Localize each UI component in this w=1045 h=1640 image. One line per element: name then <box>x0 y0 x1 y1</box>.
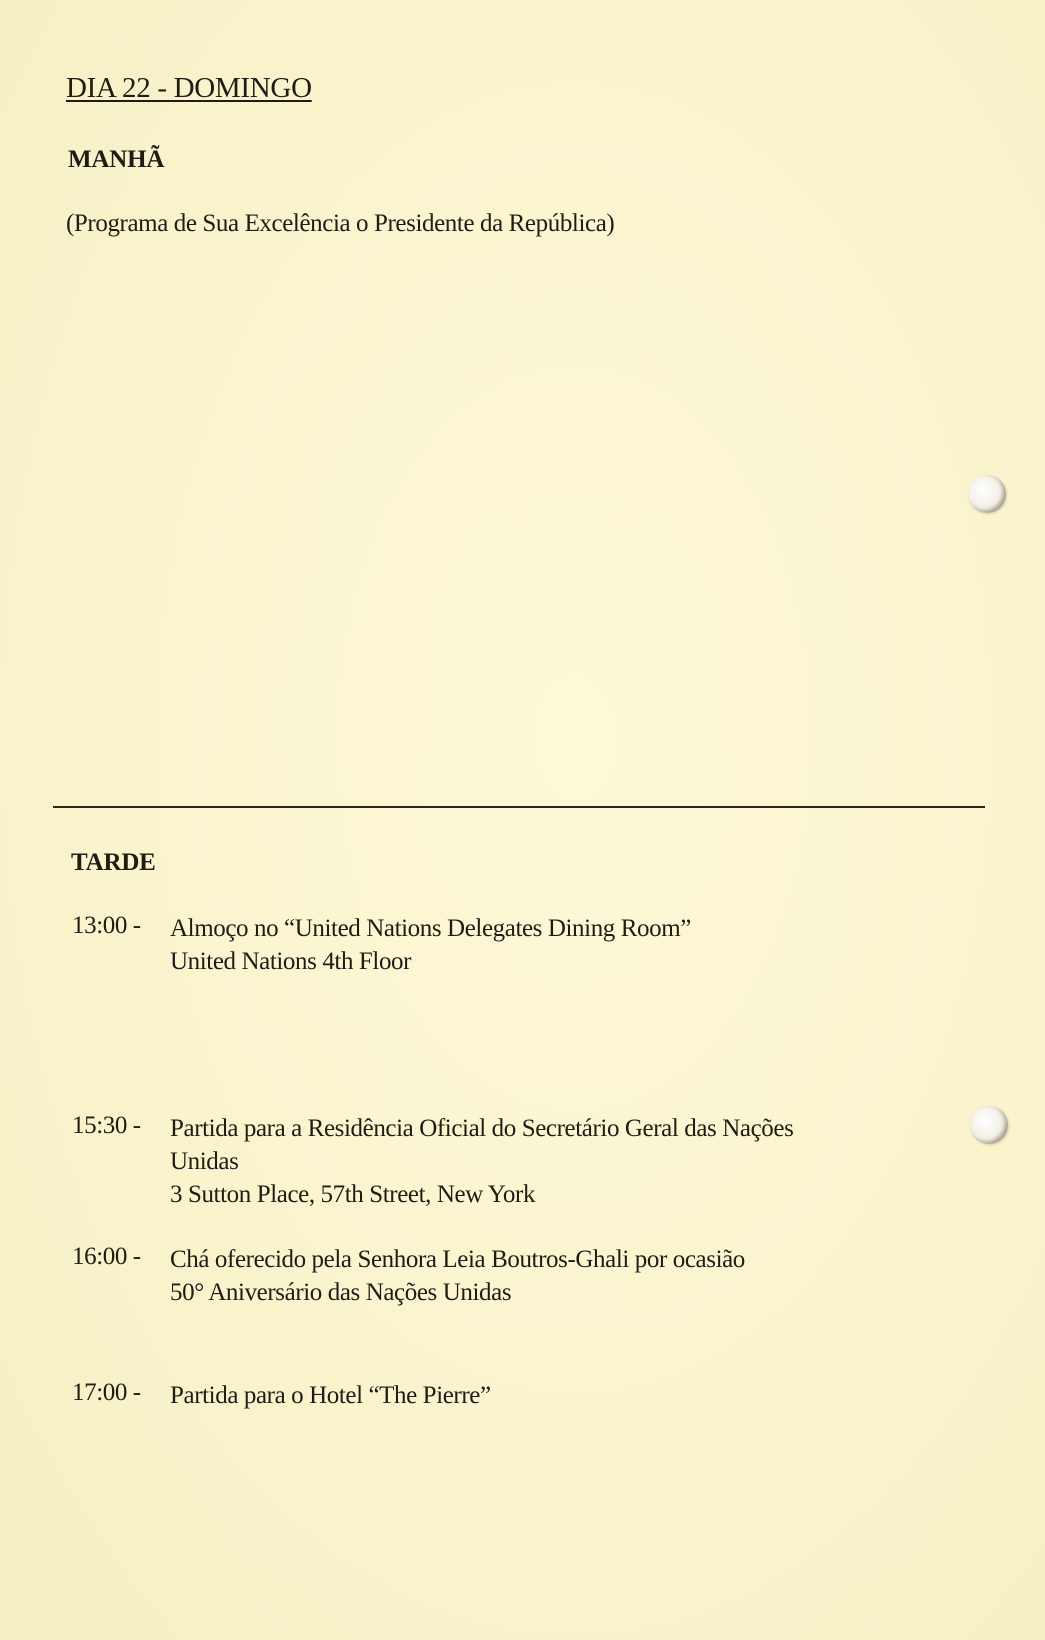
event-time: 15:30 - <box>72 1112 141 1139</box>
event-description <box>170 1112 930 1211</box>
afternoon-section-title: TARDE <box>71 849 156 876</box>
punch-hole-top <box>968 475 1006 513</box>
day-title: DIA 22 - DOMINGO <box>66 72 312 104</box>
section-divider <box>53 806 985 808</box>
event-description <box>170 1243 930 1309</box>
event-time: 17:00 - <box>72 1379 141 1406</box>
morning-program-note: (Programa de Sua Excelência o Presidente da República) <box>66 210 615 237</box>
event-description-line: Almoço no “United Nations Delegates Dining Room” <box>170 915 691 942</box>
event-description-line: 50° Aniversário das Nações Unidas <box>170 1279 512 1306</box>
event-description-line: 3 Sutton Place, 57th Street, New York <box>170 1181 536 1208</box>
punch-hole-bottom <box>970 1106 1008 1144</box>
event-description-line: United Nations 4th Floor <box>170 948 412 975</box>
event-time: 13:00 - <box>72 912 141 939</box>
event-description-line: Partida para o Hotel “The Pierre” <box>170 1382 491 1409</box>
event-description-line: Partida para a Residência Oficial do Secretário Geral das Nações <box>170 1115 794 1142</box>
morning-section-title: MANHÃ <box>68 146 165 173</box>
event-time: 16:00 - <box>72 1243 141 1270</box>
event-description-line: Unidas <box>170 1148 239 1175</box>
event-description-line: Chá oferecido pela Senhora Leia Boutros-Ghali por ocasião <box>170 1246 745 1273</box>
event-description <box>170 912 930 978</box>
event-description <box>170 1379 930 1412</box>
